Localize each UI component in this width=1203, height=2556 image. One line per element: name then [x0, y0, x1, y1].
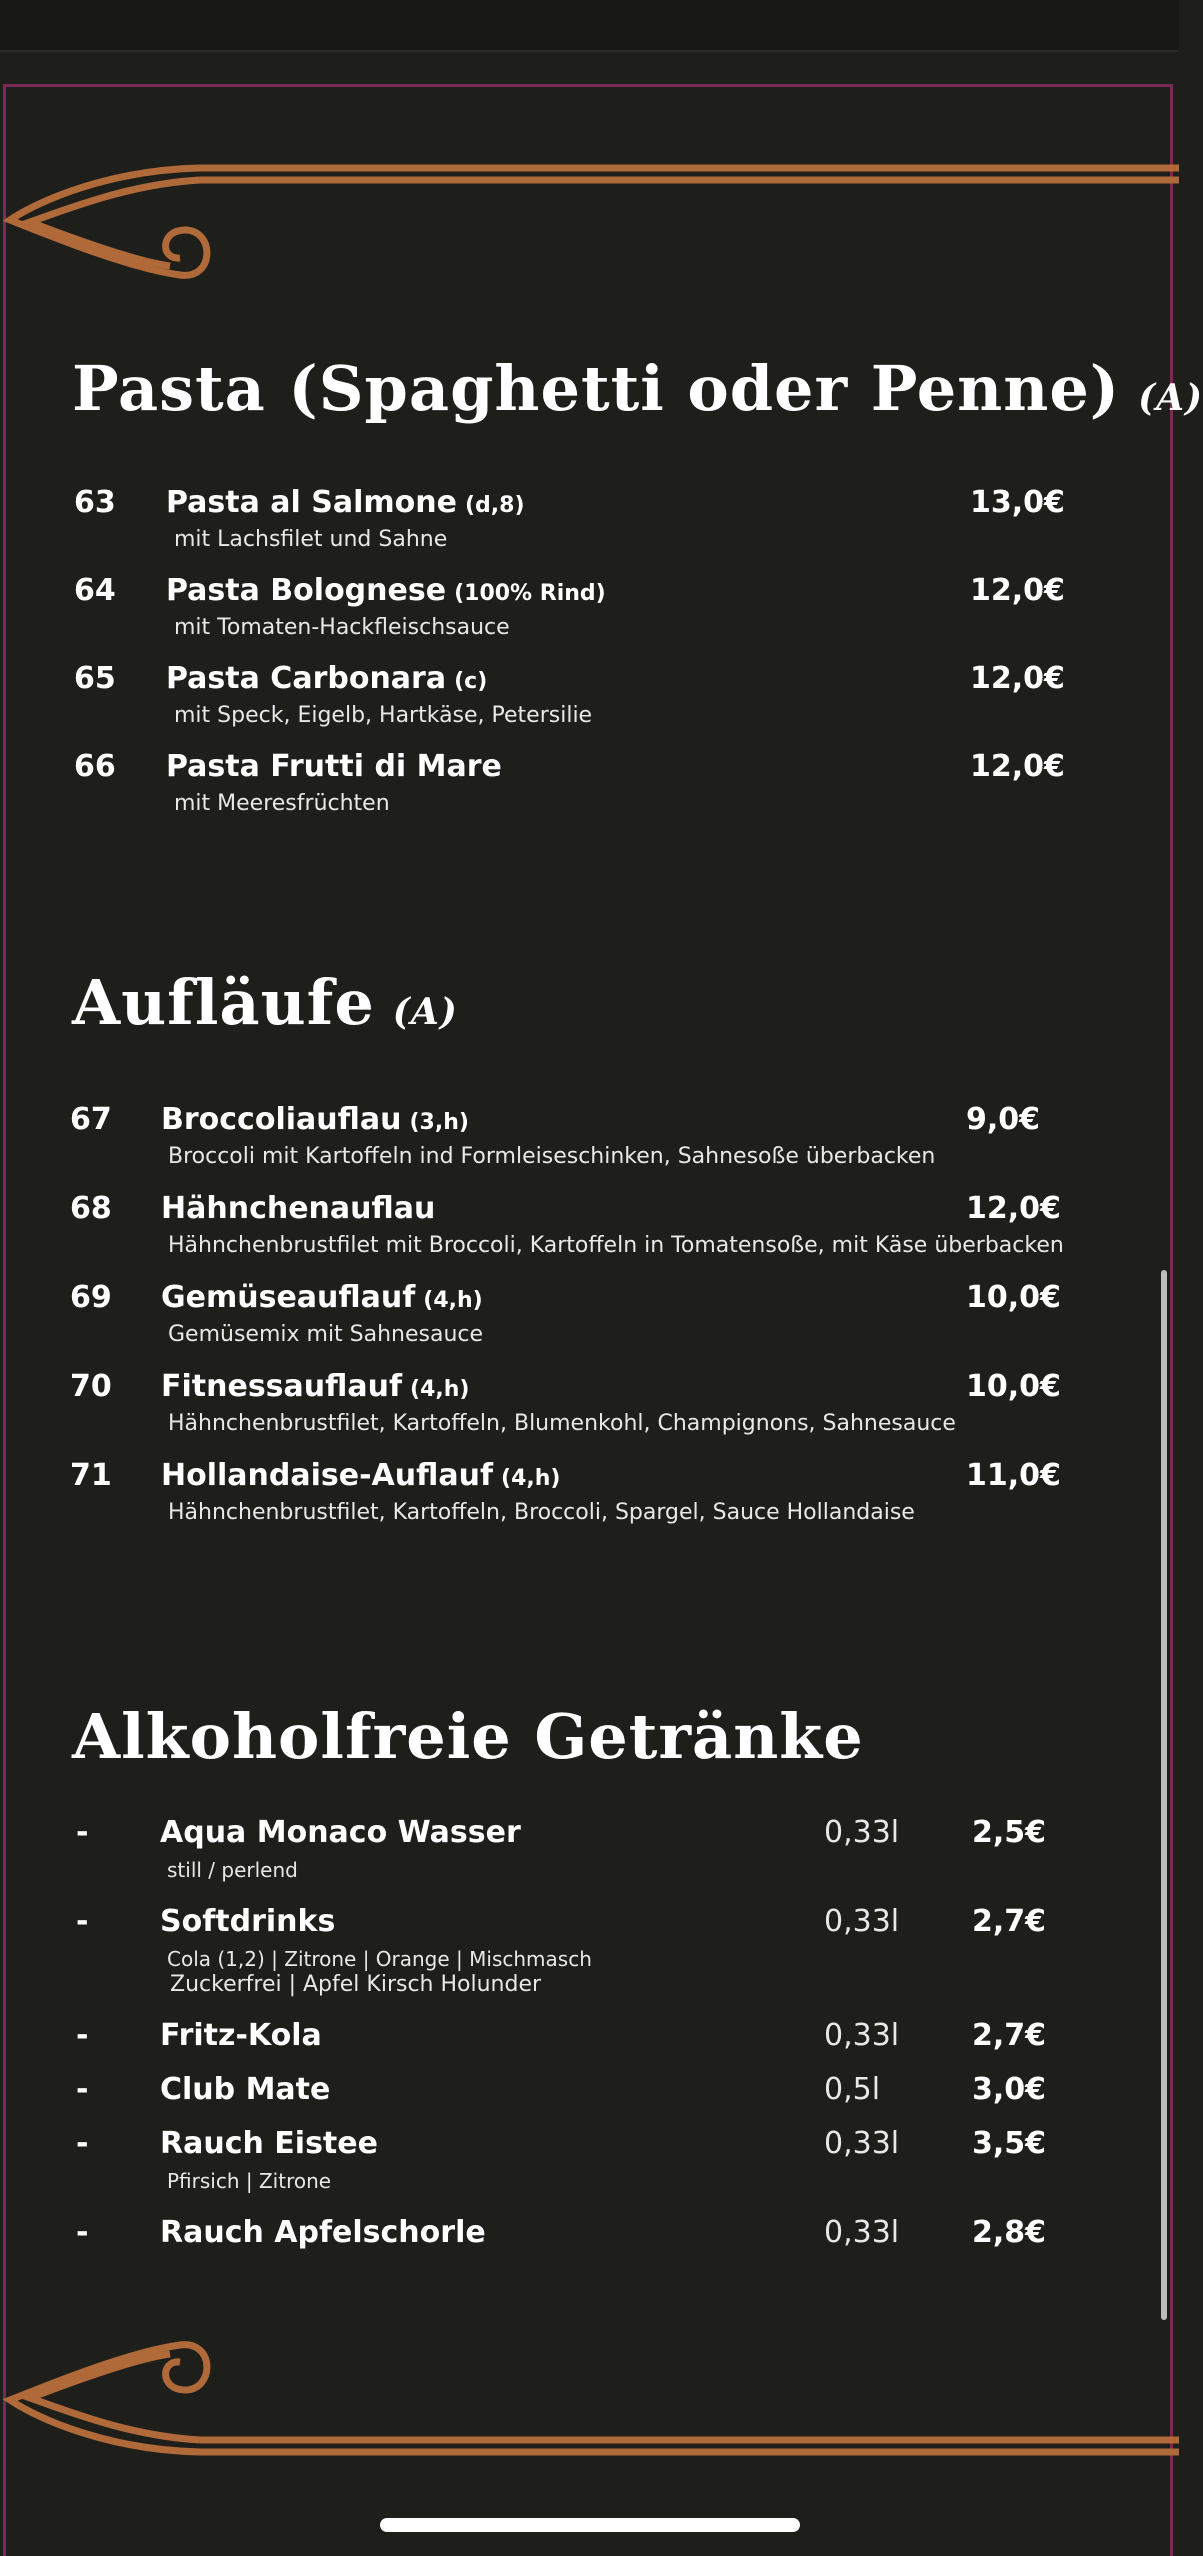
- item-number: 65: [74, 661, 116, 696]
- drink-price: 2,7€: [972, 2018, 1047, 2053]
- item-price: 13,0€: [970, 485, 1065, 520]
- bottom-ornament: [0, 2310, 1179, 2460]
- item-allergen: (c): [454, 669, 488, 694]
- drink-price: 2,7€: [972, 1904, 1047, 1939]
- drink-description: Cola (1,2) | Zitrone | Orange | Mischmasch: [167, 1947, 592, 1971]
- item-name: [161, 1191, 443, 1226]
- drink-bullet: -: [76, 2072, 89, 2107]
- top-ornament: [0, 150, 1179, 300]
- item-price: 10,0€: [966, 1369, 1061, 1404]
- scrollbar[interactable]: [1161, 1270, 1167, 2320]
- item-description: Gemüsemix mit Sahnesauce: [168, 1322, 484, 1347]
- drink-bullet: -: [76, 1815, 89, 1850]
- item-name-text: Pasta Carbonara: [166, 661, 447, 696]
- drink-bullet: -: [76, 2126, 89, 2161]
- drink-name: Fritz-Kola: [160, 2018, 322, 2053]
- drink-volume: 0,33l: [824, 1815, 900, 1850]
- item-name: [166, 661, 487, 696]
- item-description: Hähnchenbrustfilet, Kartoffeln, Broccoli, Spargel, Sauce Hollandaise: [168, 1500, 915, 1525]
- item-allergen: (100% Rind): [454, 581, 606, 606]
- item-description: mit Meeresfrüchten: [174, 791, 390, 816]
- item-description: mit Speck, Eigelb, Hartkäse, Petersilie: [174, 703, 593, 728]
- drink-description-2: Zuckerfrei | Apfel Kirsch Holunder: [170, 1972, 542, 1997]
- drink-price: 3,5€: [972, 2126, 1047, 2161]
- item-name: [161, 1369, 469, 1404]
- item-name: [161, 1280, 483, 1315]
- drink-volume: 0,33l: [824, 2018, 900, 2053]
- drink-volume: 0,33l: [824, 2215, 900, 2250]
- item-name-text: Pasta al Salmone: [166, 485, 457, 520]
- item-description: mit Tomaten-Hackfleischsauce: [174, 615, 510, 640]
- item-allergen: (4,h): [501, 1466, 561, 1491]
- item-price: 12,0€: [970, 573, 1065, 608]
- section-heading-auflaeufe: Aufläufe (A): [72, 966, 458, 1039]
- drink-bullet: -: [76, 1904, 89, 1939]
- item-price: 9,0€: [966, 1102, 1041, 1137]
- item-price: 11,0€: [966, 1458, 1061, 1493]
- item-name-text: Pasta Frutti di Mare: [166, 749, 502, 784]
- item-number: 67: [70, 1102, 112, 1137]
- drink-name: Rauch Apfelschorle: [160, 2215, 486, 2250]
- drink-bullet: -: [76, 2215, 89, 2250]
- item-name: [166, 749, 510, 784]
- item-price: 12,0€: [970, 661, 1065, 696]
- item-number: 68: [70, 1191, 112, 1226]
- item-description: Hähnchenbrustfilet, Kartoffeln, Blumenkohl, Champignons, Sahnesauce: [168, 1411, 956, 1436]
- drink-price: 2,8€: [972, 2215, 1047, 2250]
- drink-volume: 0,33l: [824, 1904, 900, 1939]
- item-name: [161, 1458, 560, 1493]
- item-name-text: Pasta Bolognese: [166, 573, 447, 608]
- section-heading-getraenke: Alkoholfreie Getränke: [72, 1700, 864, 1773]
- item-description: Hähnchenbrustfilet mit Broccoli, Kartoffeln in Tomatensoße, mit Käse überbacken: [168, 1233, 1064, 1258]
- drink-volume: 0,33l: [824, 2126, 900, 2161]
- drink-name: Softdrinks: [160, 1904, 336, 1939]
- item-number: 63: [74, 485, 116, 520]
- drink-description: Pfirsich | Zitrone: [167, 2169, 332, 2193]
- item-allergen: (d,8): [465, 493, 525, 518]
- item-allergen: (4,h): [410, 1377, 470, 1402]
- drink-name: Club Mate: [160, 2072, 331, 2107]
- drink-price: 3,0€: [972, 2072, 1047, 2107]
- status-bar: [0, 0, 1179, 52]
- item-allergen: (3,h): [409, 1110, 469, 1135]
- item-name-text: Hähnchenauflau: [161, 1191, 436, 1226]
- item-allergen: (4,h): [423, 1288, 483, 1313]
- item-price: 12,0€: [970, 749, 1065, 784]
- item-name: [166, 573, 606, 608]
- item-price: 12,0€: [966, 1191, 1061, 1226]
- item-name-text: Gemüseauflauf: [161, 1280, 416, 1315]
- section-heading-pasta: Pasta (Spaghetti oder Penne) (A): [72, 352, 1203, 425]
- item-name-text: Broccoliauflau: [161, 1102, 402, 1137]
- home-indicator[interactable]: [380, 2518, 800, 2532]
- item-name-text: Fitnessauflauf: [161, 1369, 403, 1404]
- item-price: 10,0€: [966, 1280, 1061, 1315]
- drink-bullet: -: [76, 2018, 89, 2053]
- item-number: 70: [70, 1369, 112, 1404]
- item-number: 64: [74, 573, 116, 608]
- item-number: 66: [74, 749, 116, 784]
- item-number: 69: [70, 1280, 112, 1315]
- item-description: Broccoli mit Kartoffeln ind Formleiseschinken, Sahnesoße überbacken: [168, 1144, 936, 1169]
- item-name: [166, 485, 525, 520]
- item-description: mit Lachsfilet und Sahne: [174, 527, 448, 552]
- drink-volume: 0,5l: [824, 2072, 881, 2107]
- item-name-text: Hollandaise-Auflauf: [161, 1458, 494, 1493]
- drink-name: Rauch Eistee: [160, 2126, 378, 2161]
- drink-name: Aqua Monaco Wasser: [160, 1815, 521, 1850]
- drink-price: 2,5€: [972, 1815, 1047, 1850]
- drink-description: still / perlend: [167, 1858, 298, 1882]
- item-name: [161, 1102, 469, 1137]
- item-number: 71: [70, 1458, 112, 1493]
